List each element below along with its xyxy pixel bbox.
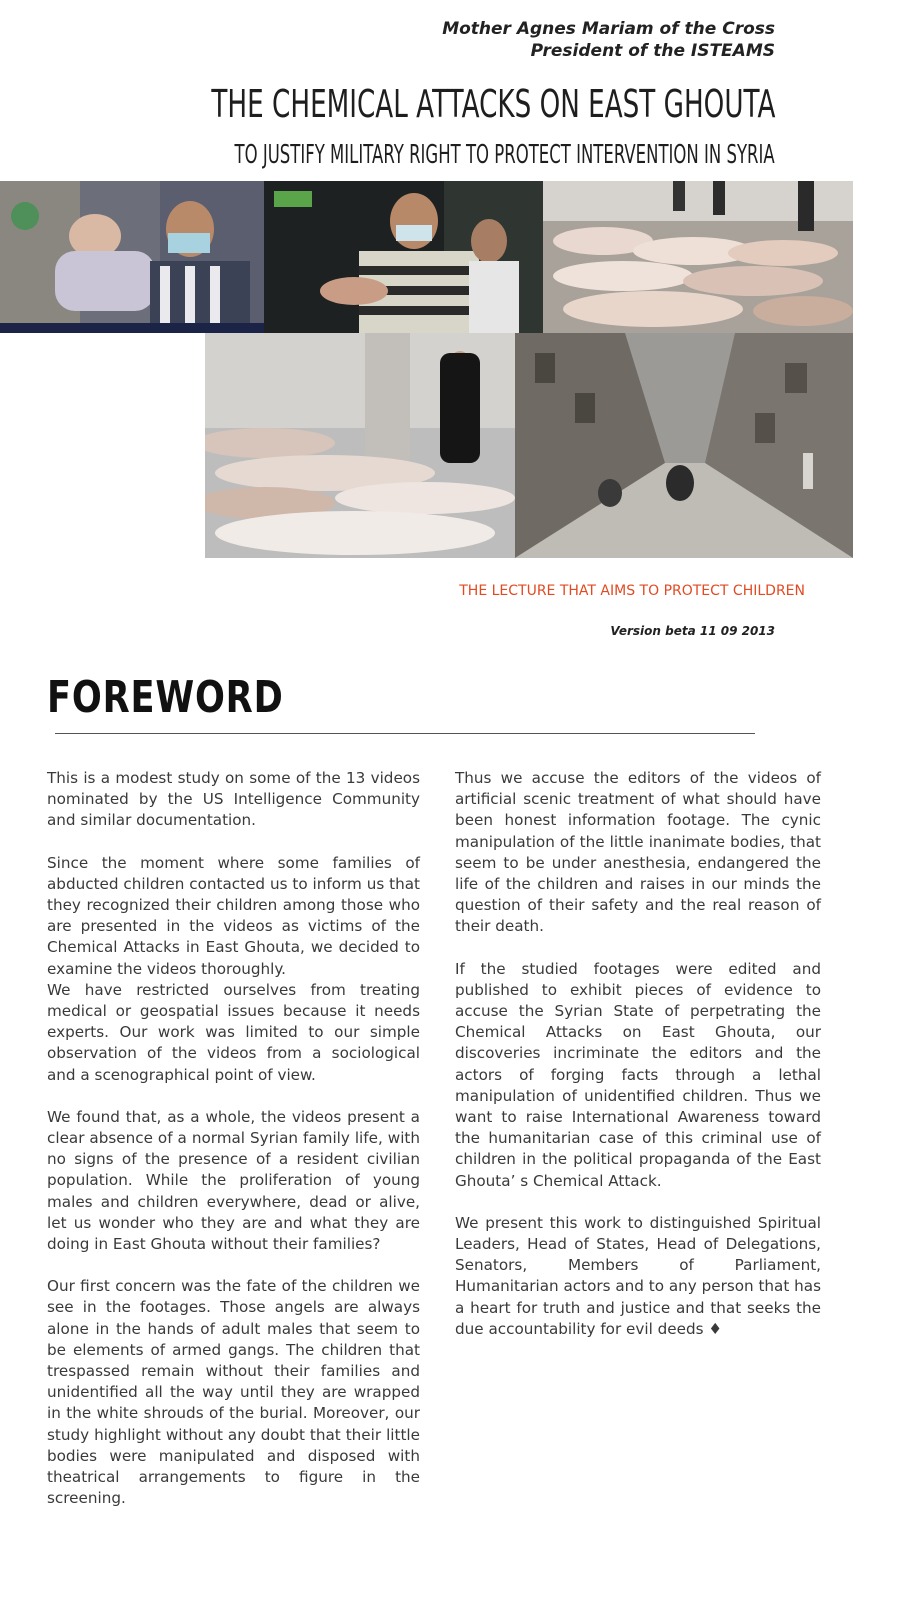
paragraph: We have restricted ourselves from treating medical or geospatial issues because it needs experts. Our work was limited to our simple observation of the videos from a sociological and a scenographical point of view. [47,980,420,1084]
author-role: President of the ISTEAMS [530,41,775,61]
photo-woman-among-bodies [205,333,515,558]
author-block [442,18,775,62]
author-name: Mother Agnes Mariam of the Cross [442,19,775,39]
document-title: THE CHEMICAL ATTACKS ON EAST GHOUTA [210,82,775,126]
paragraph: If the studied footages were edited and published to exhibit pieces of evidence to accuse the Syrian State of perpetrating the Chemical Attacks on East Ghouta, our discoveries incriminate the editors and the actors of forging facts through a lethal manipulation of unidentified children. Thus we want to raise International Awareness toward the humanitarian case of this criminal use of children in the political propaganda of the East Ghouta’ s Chemical Attack. [455,959,821,1190]
paragraph: We found that, as a whole, the videos present a clear absence of a normal Syrian family life, with no signs of the presence of a resident civilian population. While the proliferation of young males and children everywhere, dead or alive, let us wonder who they are and what they are doing in East Ghouta without their families? [47,1107,420,1254]
paragraph: Since the moment where some families of abducted children contacted us to inform us that they recognized their children among those who are presented in the videos as victims of the Chemical Attacks in East Ghouta, we decided to examine the videos thoroughly. [47,853,420,978]
document-subtitle: TO JUSTIFY MILITARY RIGHT TO PROTECT INTERVENTION IN SYRIA [234,140,775,170]
paragraph: Our first concern was the fate of the children we see in the footages. Those angels are always alone in the hands of adult males that seem to be elements of armed gangs. The children that trespassed remain without their families and unidentified all the way until they are wrapped in the white shrouds of the burial. Moreover, our study highlight without any doubt that their little bodies were manipulated and disposed with theatrical arrangements to figure in the screening. [47,1277,420,1508]
photo-man-holding-child [264,181,543,333]
foreword-left-column [47,768,420,1531]
paragraph: This is a modest study on some of the 13 videos nominated by the US Intelligence Community and similar documentation. [47,769,420,830]
photo-child-held-by-man [0,181,264,333]
tagline: THE LECTURE THAT AIMS TO PROTECT CHILDREN [459,583,805,599]
photo-children-on-floor [543,181,853,333]
paragraph: We present this work to distinguished Spiritual Leaders, Head of States, Head of Delegations, Senators, Members of Parliament, Humanitarian actors and to any person that has a heart for truth and justice and that seeks the due accountability for evil deeds ♦ [455,1213,821,1338]
version-label: Version beta 11 09 2013 [610,624,775,638]
photo-damaged-street [515,333,853,558]
paragraph: Thus we accuse the editors of the videos of artificial scenic treatment of what should have been honest information footage. The cynic manipulation of the little inanimate bodies, that seem to be under anesthesia, endangered the life of the children and raises in our minds the question of their safety and the real reason of their death. [455,769,821,936]
foreword-heading: FOREWORD [47,672,284,723]
heading-divider [55,733,755,734]
foreword-right-column [455,768,821,1361]
